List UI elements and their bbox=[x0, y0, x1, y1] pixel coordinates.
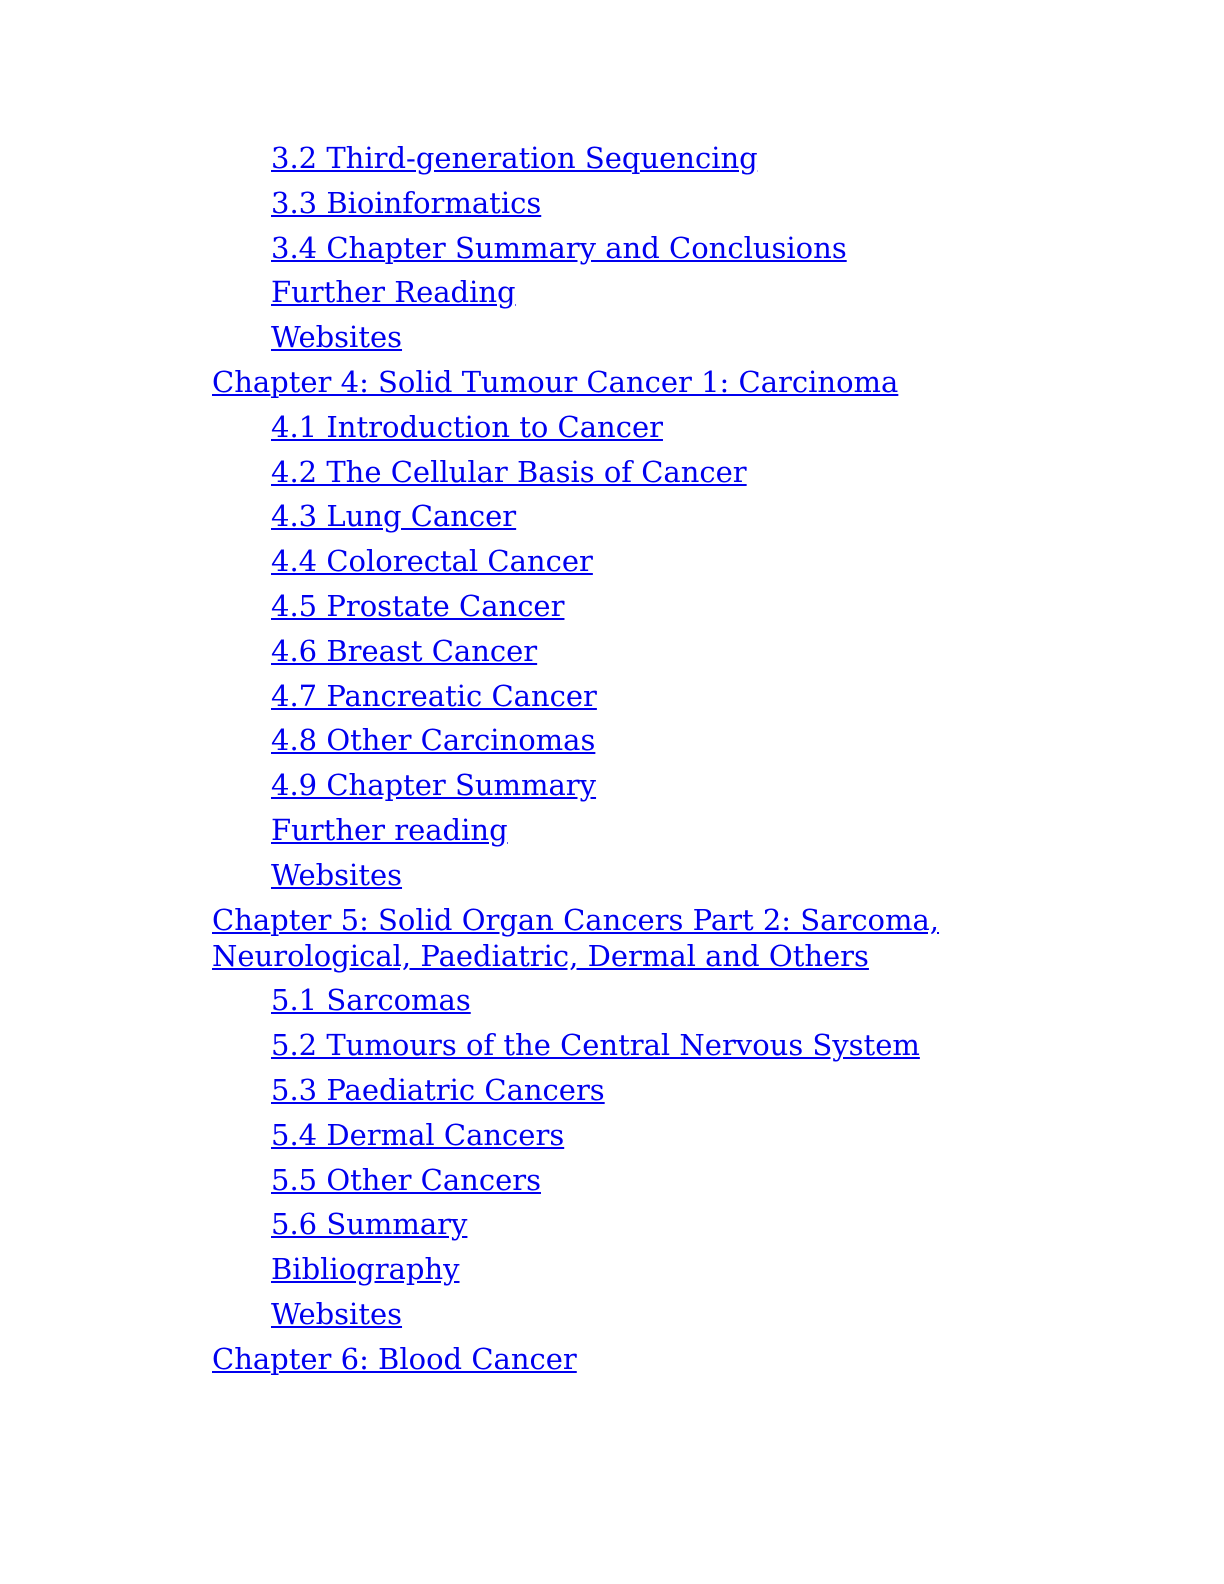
toc-link-4-5[interactable]: 4.5 Prostate Cancer bbox=[271, 588, 565, 623]
toc-link-4-7[interactable]: 4.7 Pancreatic Cancer bbox=[271, 678, 597, 713]
toc-link-3-3[interactable]: 3.3 Bioinformatics bbox=[271, 185, 542, 220]
toc-link-5-3[interactable]: 5.3 Paediatric Cancers bbox=[271, 1072, 605, 1107]
toc-link-4-6[interactable]: 4.6 Breast Cancer bbox=[271, 633, 538, 668]
toc-link-ch5-websites[interactable]: Websites bbox=[271, 1296, 403, 1331]
toc-link-4-1[interactable]: 4.1 Introduction to Cancer bbox=[271, 409, 663, 444]
toc-link-ch4-further-reading[interactable]: Further reading bbox=[271, 812, 508, 847]
toc-link-4-2[interactable]: 4.2 The Cellular Basis of Cancer bbox=[271, 454, 747, 489]
toc-link-ch3-websites[interactable]: Websites bbox=[271, 320, 403, 355]
toc-link-5-4[interactable]: 5.4 Dermal Cancers bbox=[271, 1117, 565, 1152]
toc-link-chapter-6[interactable]: Chapter 6: Blood Cancer bbox=[212, 1341, 577, 1376]
toc-link-3-4[interactable]: 3.4 Chapter Summary and Conclusions bbox=[271, 230, 847, 265]
toc-link-5-6[interactable]: 5.6 Summary bbox=[271, 1207, 468, 1242]
toc-link-4-4[interactable]: 4.4 Colorectal Cancer bbox=[271, 544, 593, 579]
toc-link-3-2[interactable]: 3.2 Third-generation Sequencing bbox=[271, 141, 758, 175]
toc-link-4-3[interactable]: 4.3 Lung Cancer bbox=[271, 499, 517, 534]
toc-link-5-5[interactable]: 5.5 Other Cancers bbox=[271, 1162, 541, 1197]
toc-link-chapter-5[interactable]: Chapter 5: Solid Organ Cancers Part 2: Sarcoma, Neurological, Paediatric, Dermal and Others bbox=[212, 902, 940, 973]
toc-link-chapter-4[interactable]: Chapter 4: Solid Tumour Cancer 1: Carcinoma bbox=[212, 364, 899, 399]
toc-link-5-2[interactable]: 5.2 Tumours of the Central Nervous System bbox=[271, 1028, 920, 1063]
toc-link-ch3-further-reading[interactable]: Further Reading bbox=[271, 275, 516, 310]
toc-link-4-9[interactable]: 4.9 Chapter Summary bbox=[271, 768, 597, 803]
toc-link-5-1[interactable]: 5.1 Sarcomas bbox=[271, 983, 471, 1018]
table-of-contents bbox=[212, 140, 1012, 1377]
toc-link-ch5-bibliography[interactable]: Bibliography bbox=[271, 1252, 460, 1287]
toc-link-ch4-websites[interactable]: Websites bbox=[271, 857, 403, 892]
toc-link-4-8[interactable]: 4.8 Other Carcinomas bbox=[271, 723, 596, 758]
